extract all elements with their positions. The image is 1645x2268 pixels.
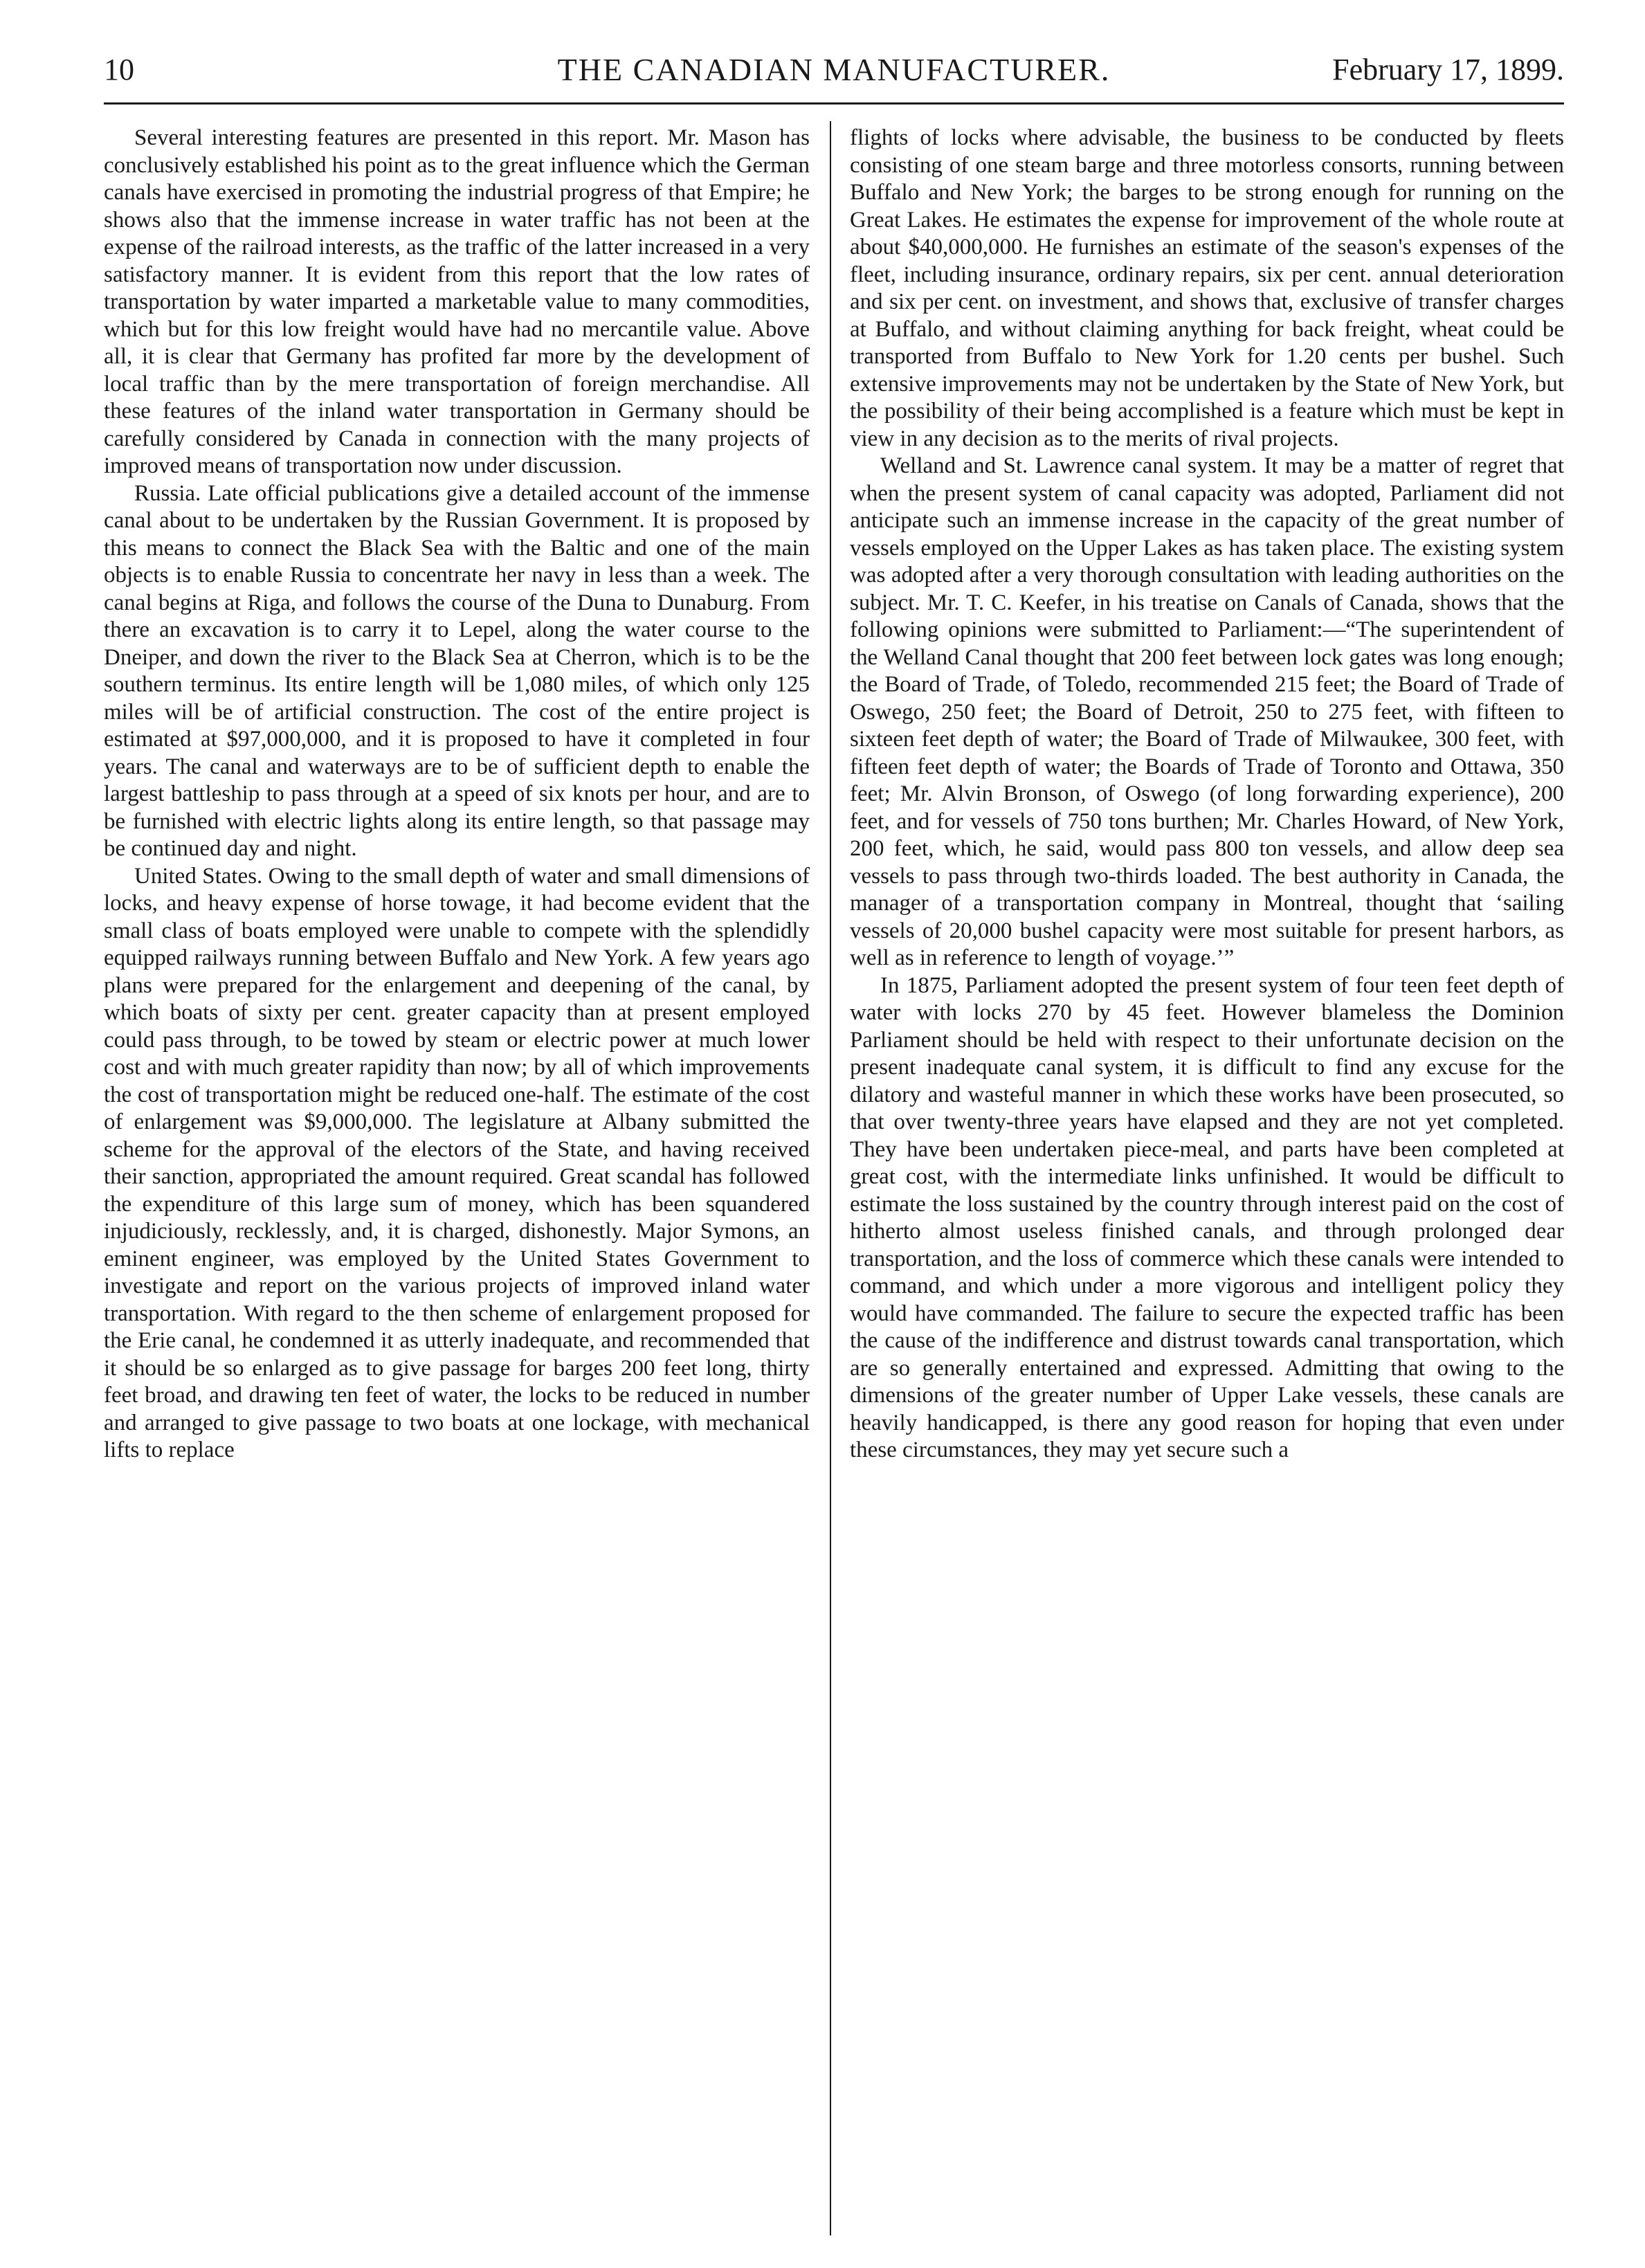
paragraph-continued-flights-of-locks: flights of locks where advisable, the business to be conducted by fleets consisting of one steam barge and three motorless consorts, running between Buffalo and New York; the barges to be strong enough for running on the Great Lakes. He estimates the expense for improvement of the whole route at about $40,000,000. He furnishes an estimate of the season's expenses of the fleet, including insurance, ordinary repairs, six per cent. annual deterioration and six per cent. on investment, and shows that, exclusive of transfer charges at Buffalo, and without claiming anything for back freight, wheat could be transported from Buffalo to New York for 1.20 cents per bushel. Such extensive improvements may not be undertaken by the State of New York, but the possibility of their being accomplished is a feature which must be kept in view in any decision as to the merits of rival projects. — [850, 125, 1564, 451]
paragraph-germany-features: Several interesting features are presented in this report. Mr. Mason has conclusively established his point as to the great influence which the German canals have exercised in promoting the industrial progress of that Empire; he shows also that the immense increase in water traffic has not been at the expense of the railroad interests, as the traffic of the latter increased in a very satisfactory manner. It is evident from this report that the low rates of transportation by water imparted a marketable value to many commodities, which but for this low freight would have had no mercantile value. Above all, it is clear that Germany has profited far more by the development of local traffic than by the mere transportation of foreign merchandise. All these features of the inland water transportation in Germany should be carefully considered by Canada in connection with the many projects of improved means of transportation now under discussion. — [104, 125, 810, 478]
paragraph-parliament-1875: In 1875, Parliament adopted the present system of four teen feet depth of water with locks 270 by 45 feet. However blameless the Dominion Parliament should be held with respect to their unfortunate decision on the present inadequate canal system, it is difficult to find any excuse for the dilatory and wasteful manner in which these works have been prosecuted, so that over twenty-three years have elapsed and they are not yet completed. They have been undertaken piece-meal, and parts have been completed at great cost, with the intermediate links unfinished. It would be difficult to estimate the loss sustained by the country through interest paid on the cost of hitherto almost useless finished canals, and through prolonged dear transportation, and the loss of commerce which these canals were intended to command, and which under a more vigorous and intelligent policy they would have commanded. The failure to secure the expected traffic has been the cause of the indifference and distrust towards canal transportation, which are so generally entertained and expressed. Admitting that owing to the dimensions of the greater number of Upper Lake vessels, these canals are heavily handicapped, is there any good reason for hoping that even under these circumstances, they may yet secure such a — [850, 972, 1564, 1462]
header-rule — [104, 102, 1564, 105]
publication-title: THE CANADIAN MANUFACTURER. — [557, 52, 1111, 87]
issue-date: February 17, 1899. — [1332, 53, 1564, 87]
paragraph-united-states: United States. Owing to the small depth of water and small dimensions of locks, and heavy expense of horse towage, it had become evident that the small class of boats employed were unable to compete with the splendidly equipped railways running between Buffalo and New York. A few years ago plans were prepared for the enlargement and deepening of the canal, by which boats of sixty per cent. greater capacity than at present employed could pass through, to be towed by steam or electric power at much lower cost and with much greater rapidity than now; by all of which improvements the cost of transportation might be reduced one-half. The estimate of the cost of enlargement was $9,000,000. The legislature at Albany submitted the scheme for the approval of the electors of the State, and having received their sanction, appropriated the amount required. Great scandal has followed the expenditure of this large sum of money, which has been squandered injudiciously, recklessly, and, it is charged, dishonestly. Major Symons, an eminent engineer, was employed by the United States Government to investigate and report on the various projects of improved inland water transportation. With regard to the then scheme of enlargement proposed for the Erie canal, he condemned it as utterly inadequate, and recommended that it should be so enlarged as to give passage for barges 200 feet long, thirty feet broad, and drawing ten feet of water, the locks to be reduced in number and arranged to give passage to two boats at one lockage, with mechanical lifts to replace — [104, 863, 810, 1462]
paragraph-welland-st-lawrence: Welland and St. Lawrence canal system. It may be a matter of regret that when the present system of canal capacity was adopted, Parliament did not anticipate such an immense increase in the capacity of the great number of vessels employed on the Upper Lakes as has taken place. The existing system was adopted after a very thorough consultation with leading authorities on the subject. Mr. T. C. Keefer, in his treatise on Canals of Canada, shows that the following opinions were submitted to Parliament:—“The superintendent of the Welland Canal thought that 200 feet between lock gates was long enough; the Board of Trade, of Toledo, recommended 215 feet; the Board of Trade of Oswego, 250 feet; the Board of Detroit, 250 to 275 feet, with fifteen to sixteen feet depth of water; the Board of Trade of Milwaukee, 300 feet, with fifteen feet depth of water; the Boards of Trade of Toronto and Ottawa, 350 feet; Mr. Alvin Bronson, of Oswego (of long forwarding experience), 200 feet, and for vessels of 750 tons burthen; Mr. Charles Howard, of New York, 200 feet, which, he said, would pass 800 ton vessels, and allow deep sea vessels to pass through two-thirds loaded. The best authority in Canada, the manager of a transportation company in Montreal, thought that ‘sailing vessels of 20,000 bushel capacity were most suitable for present harbors, as well as in reference to length of voyage.’” — [850, 453, 1564, 970]
right-column — [850, 125, 1564, 2235]
column-divider — [830, 121, 831, 2235]
left-column — [104, 125, 810, 2235]
page-number: 10 — [104, 53, 134, 87]
page-header — [104, 43, 1564, 97]
paragraph-russia: Russia. Late official publications give a detailed account of the immense canal about to be undertaken by the Russian Government. It is proposed by this means to connect the Black Sea with the Baltic and one of the main objects is to enable Russia to concentrate her navy in less than a week. The canal begins at Riga, and follows the course of the Duna to Dunaburg. From there an excavation is to carry it to Lepel, along the water course to the Dneiper, and down the river to the Black Sea at Cherron, which is to be the southern terminus. Its entire length will be 1,080 miles, of which only 125 miles will be of artificial construction. The cost of the entire project is estimated at $97,000,000, and it is proposed to have it completed in four years. The canal and waterways are to be of sufficient depth to enable the largest battleship to pass through at a speed of six knots per hour, and are to be furnished with electric lights along its entire length, so that passage may be continued day and night. — [104, 480, 810, 861]
